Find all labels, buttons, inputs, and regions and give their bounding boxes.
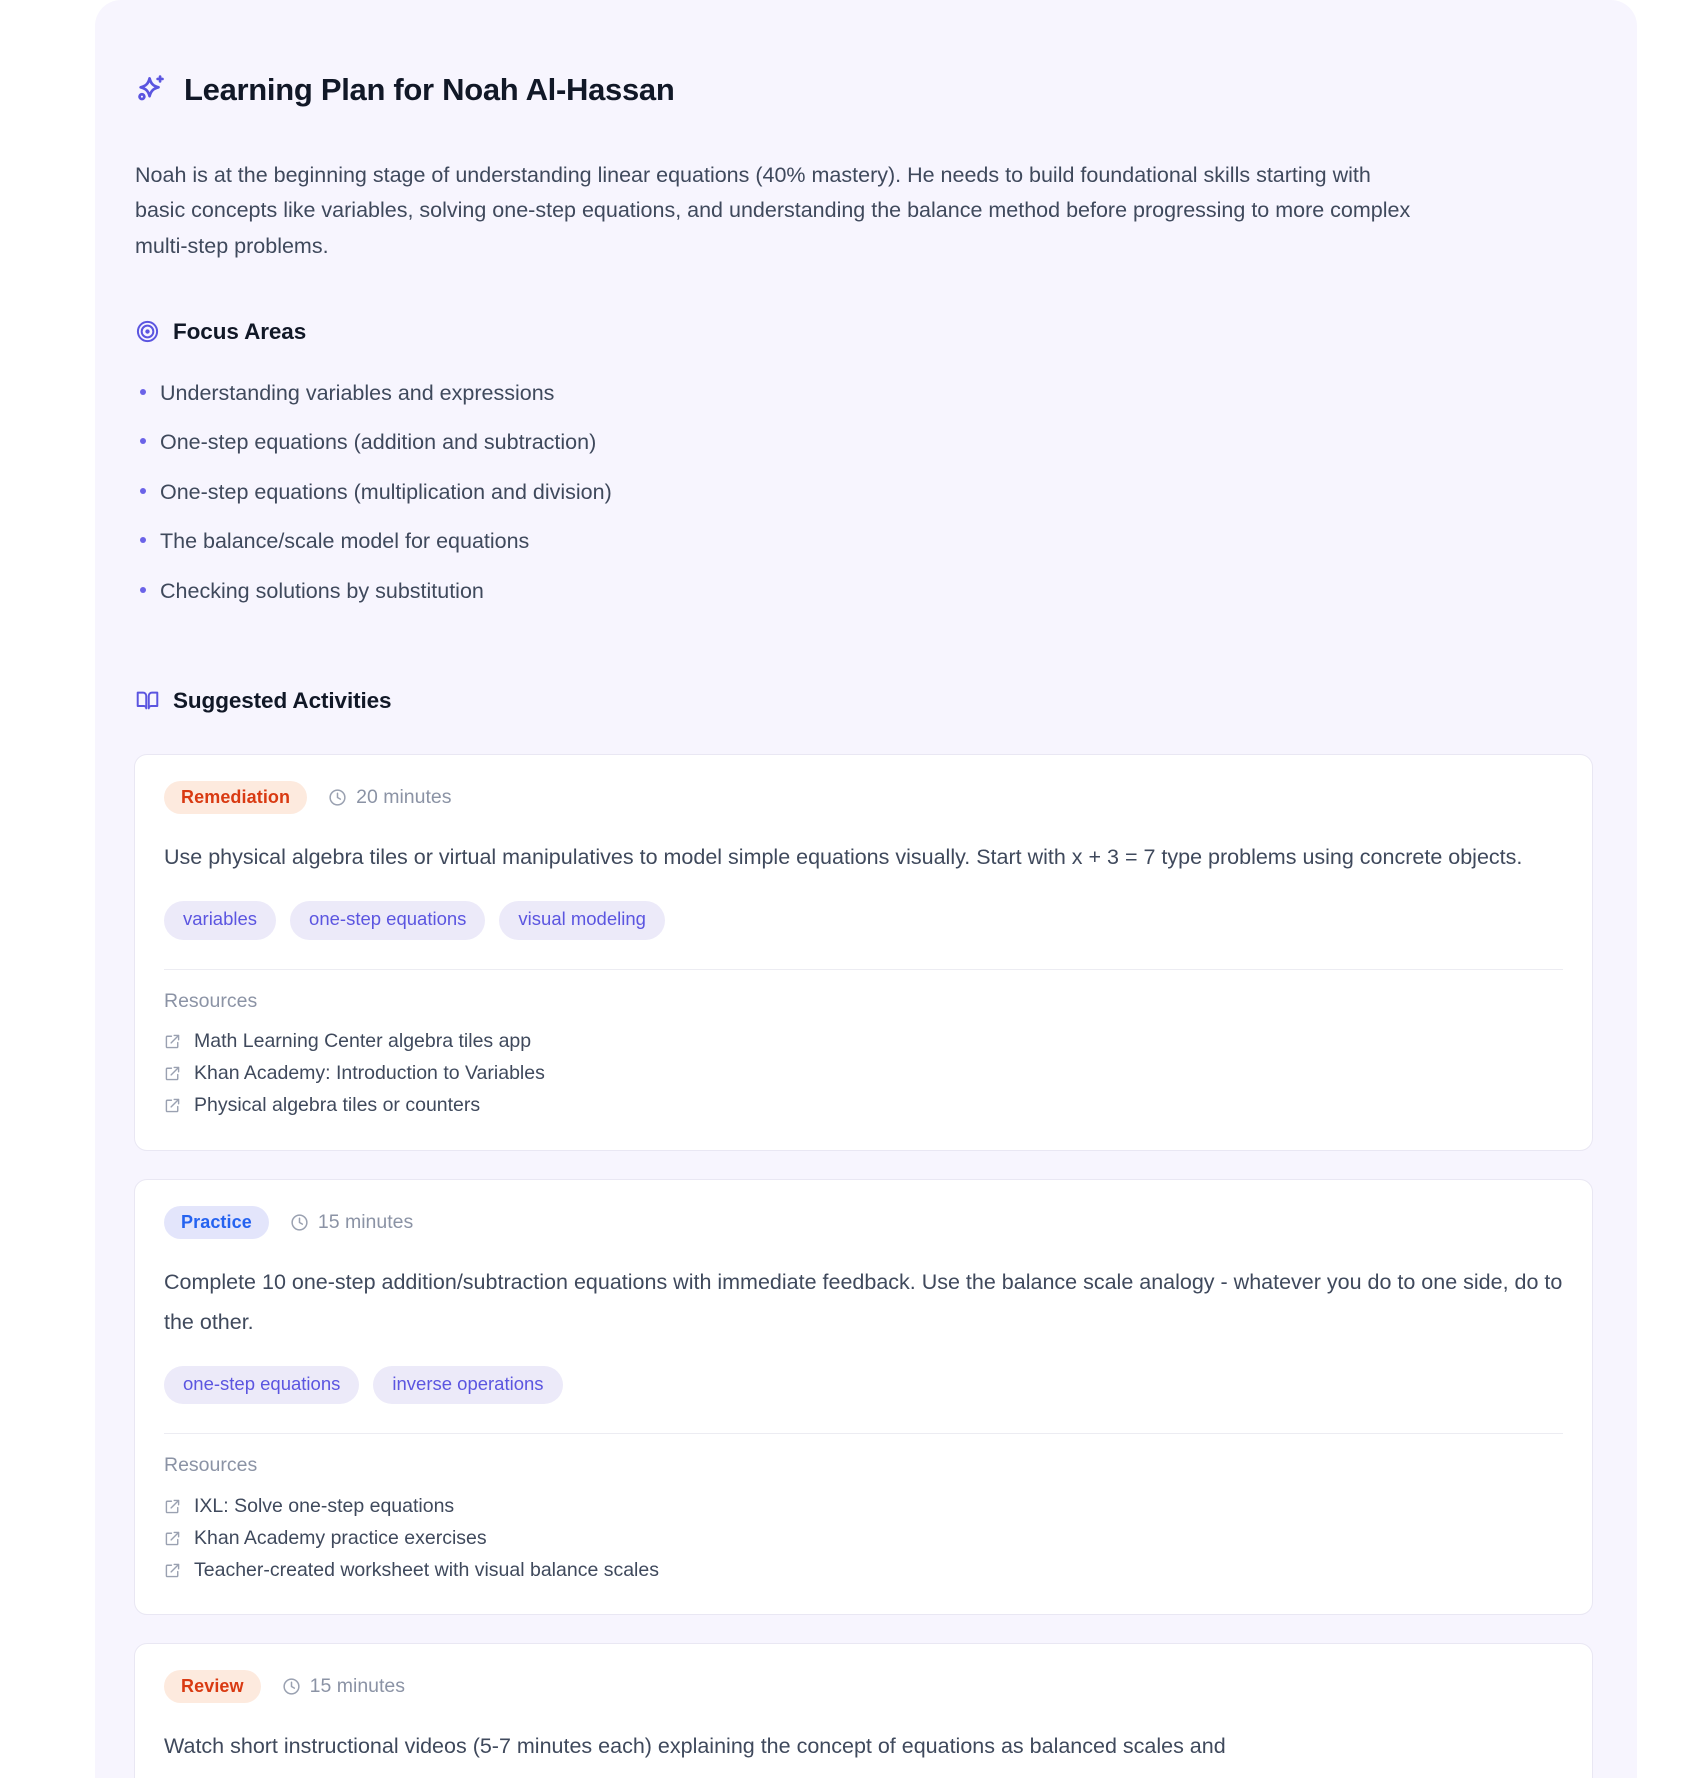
status-badge: Review: [164, 1670, 261, 1703]
resource-link[interactable]: [164, 1026, 1563, 1058]
focus-areas-header: [135, 300, 1593, 363]
activity-duration: [328, 786, 451, 809]
book-open-icon: [135, 688, 160, 713]
activity-tag[interactable]: one-step equations: [164, 1366, 359, 1405]
resource-label: Khan Academy: Introduction to Variables: [194, 1062, 545, 1085]
resource-list: [164, 1490, 1563, 1586]
resource-label: IXL: Solve one-step equations: [194, 1494, 455, 1517]
activity-description: Use physical algebra tiles or virtual manipulatives to model simple equations visually. Start with x + 3 = 7 type problems using concrete objects.: [164, 845, 1523, 870]
resource-list: [164, 1026, 1563, 1122]
sparkles-icon: [134, 72, 168, 106]
divider: [164, 969, 1563, 970]
status-badge: Practice: [164, 1206, 269, 1239]
divider: [164, 1433, 1563, 1434]
external-link-icon: [164, 1097, 181, 1114]
external-link-icon: [164, 1033, 181, 1050]
activity-tag-list: [164, 1366, 1563, 1405]
activity-description: Complete 10 one-step addition/subtraction equations with immediate feedback. Use the balance scale analogy - whatever you do to one side, do to the other.: [164, 1269, 1563, 1334]
activity-card[interactable]: [134, 1643, 1593, 1778]
focus-area-label: The balance/scale model for equations: [160, 529, 530, 554]
focus-area-label: One-step equations (addition and subtraction): [160, 430, 597, 455]
bullet-icon: [140, 488, 146, 494]
resource-link[interactable]: [164, 1090, 1563, 1122]
activity-duration-label: 15 minutes: [317, 1210, 414, 1233]
clock-icon: [282, 1677, 301, 1696]
focus-area-label: Understanding variables and expressions: [160, 380, 555, 405]
focus-areas-list: [134, 378, 1593, 626]
external-link-icon: [164, 1562, 181, 1579]
external-link-icon: [164, 1498, 181, 1515]
resource-link[interactable]: [164, 1490, 1563, 1522]
target-icon: [135, 319, 160, 344]
bullet-icon: [140, 389, 146, 395]
learning-plan-panel: [95, 0, 1637, 1778]
activity-card[interactable]: [134, 1179, 1593, 1616]
focus-area-label: Checking solutions by substitution: [160, 578, 484, 603]
external-link-icon: [164, 1065, 181, 1082]
activity-card-list: [134, 754, 1593, 1778]
resource-label: Teacher-created worksheet with visual balance scales: [194, 1558, 659, 1581]
resource-label: Khan Academy practice exercises: [194, 1526, 487, 1549]
activity-tag-list: [164, 901, 1563, 940]
list-item: [134, 378, 1593, 428]
clock-icon: [328, 788, 347, 807]
activity-card-header: [164, 1206, 1563, 1239]
activity-card-header: [164, 781, 1563, 814]
activity-duration-label: 20 minutes: [356, 786, 452, 809]
bullet-icon: [140, 587, 146, 593]
resources-label: Resources: [164, 989, 258, 1012]
activity-card[interactable]: [134, 754, 1593, 1151]
activity-tag[interactable]: variables: [164, 901, 276, 940]
suggested-activities-header: [135, 669, 1593, 732]
activity-duration-label: 15 minutes: [309, 1675, 406, 1698]
activity-card-header: [164, 1670, 1563, 1703]
focus-area-label: One-step equations (multiplication and division): [160, 479, 612, 504]
activity-tag[interactable]: visual modeling: [499, 901, 665, 940]
resource-link[interactable]: [164, 1522, 1563, 1554]
activity-description: Watch short instructional videos (5-7 minutes each) explaining the concept of equations as balanced scales and: [164, 1734, 1226, 1759]
clock-icon: [290, 1213, 309, 1232]
resources-label: Resources: [164, 1454, 258, 1477]
resource-label: Physical algebra tiles or counters: [194, 1094, 481, 1117]
list-item: [134, 526, 1593, 576]
activity-duration: [282, 1675, 405, 1698]
activity-tag[interactable]: one-step equations: [290, 901, 485, 940]
external-link-icon: [164, 1530, 181, 1547]
list-item: [134, 477, 1593, 527]
activity-duration: [290, 1211, 413, 1234]
plan-summary: Noah is at the beginning stage of understanding linear equations (40% mastery). He needs to build foundational skills starting with basic concepts like variables, solving one-step equations, and understanding the balance method before progressing to more complex multi-step problems.: [135, 162, 1411, 258]
list-item: [134, 576, 1593, 626]
list-item: [134, 427, 1593, 477]
activity-tag[interactable]: inverse operations: [373, 1366, 562, 1405]
resource-label: Math Learning Center algebra tiles app: [194, 1030, 532, 1053]
page-header: [134, 50, 1593, 129]
resource-link[interactable]: [164, 1554, 1563, 1586]
suggested-activities-title: Suggested Activities: [173, 687, 392, 713]
page-title: Learning Plan for Noah Al-Hassan: [184, 71, 675, 107]
resource-link[interactable]: [164, 1058, 1563, 1090]
focus-areas-title: Focus Areas: [173, 318, 307, 344]
bullet-icon: [140, 438, 146, 444]
bullet-icon: [140, 537, 146, 543]
status-badge: Remediation: [164, 781, 307, 814]
